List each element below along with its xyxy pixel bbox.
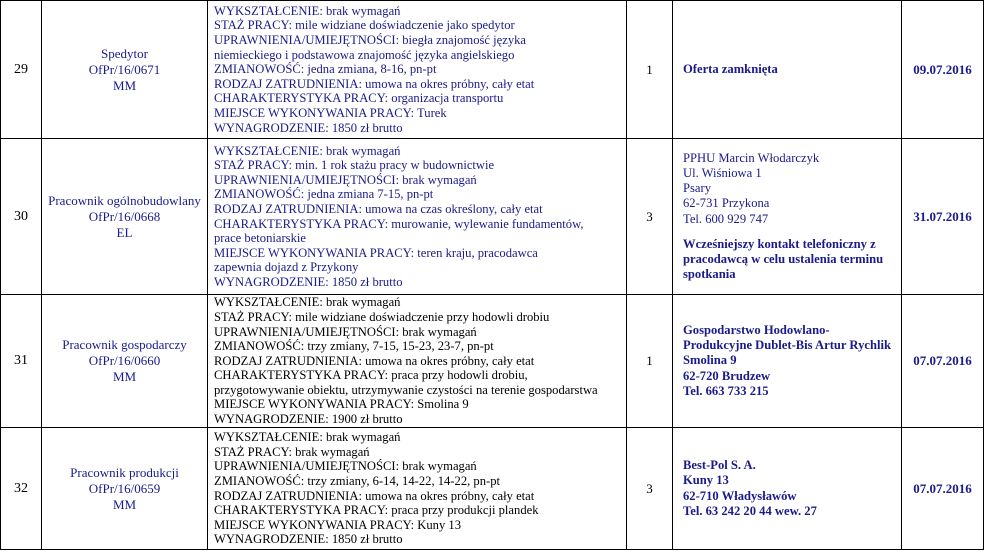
vacancy-count: 3 bbox=[627, 428, 673, 550]
position-title: Pracownik produkcji bbox=[70, 464, 179, 480]
position-title: Spedytor bbox=[101, 45, 148, 61]
expiry-date: 07.07.2016 bbox=[902, 295, 984, 428]
desc-line: CHARAKTERYSTYKA PRACY: organizacja transportu bbox=[214, 91, 504, 106]
expiry-date: 07.07.2016 bbox=[902, 428, 984, 550]
employer-cell bbox=[673, 139, 902, 295]
description-cell bbox=[208, 1, 627, 139]
desc-line: UPRAWNIENIA/UMIEJĘTNOŚCI: brak wymagań bbox=[214, 172, 477, 187]
desc-line: UPRAWNIENIA/UMIEJĘTNOŚCI: brak wymagań bbox=[214, 459, 477, 474]
desc-line: prace betoniarskie bbox=[214, 231, 306, 246]
desc-line: ZMIANOWOŚĆ: trzy zmiany, 7-15, 15-23, 23-7, pn-pt bbox=[214, 339, 494, 354]
table-row bbox=[1, 139, 984, 295]
desc-line: WYKSZTAŁCENIE: brak wymagań bbox=[214, 430, 401, 445]
desc-line: ZMIANOWOŚĆ: trzy zmiany, 6-14, 14-22, 14-22, pn-pt bbox=[214, 473, 500, 488]
employer-cell bbox=[673, 295, 902, 428]
table-row bbox=[1, 295, 984, 428]
desc-line: WYNAGRODZENIE: 1850 zł brutto bbox=[214, 274, 403, 289]
row-number: 29 bbox=[1, 1, 42, 139]
vacancy-count: 1 bbox=[627, 295, 673, 428]
position-title: Pracownik gospodarczy bbox=[62, 337, 187, 352]
desc-line: przygotowywanie obiektu, utrzymywanie czystości na terenie gospodarstwa bbox=[214, 382, 598, 397]
employer-postal: 62-720 Brudzew bbox=[683, 368, 771, 383]
desc-line: STAŻ PRACY: mile widziane doświadczenie jako spedytor bbox=[214, 18, 515, 33]
row-number: 31 bbox=[1, 295, 42, 428]
desc-line: STAŻ PRACY: brak wymagań bbox=[214, 444, 370, 459]
desc-line: WYNAGRODZENIE: 1850 zł brutto bbox=[214, 532, 403, 547]
employer-street: Smolina 9 bbox=[683, 353, 737, 368]
employer-phone: Tel. 600 929 747 bbox=[683, 211, 769, 226]
offer-code: OfPr/16/0668 bbox=[88, 208, 161, 224]
description-cell bbox=[208, 428, 627, 550]
desc-line: UPRAWNIENIA/UMIEJĘTNOŚCI: brak wymagań bbox=[214, 324, 477, 339]
table-row bbox=[1, 1, 984, 139]
employer-town: Psary bbox=[683, 181, 711, 196]
desc-line: UPRAWNIENIA/UMIEJĘTNOŚCI: biegła znajomość języka bbox=[214, 33, 527, 48]
desc-line: CHARAKTERYSTYKA PRACY: praca przy hodowli drobiu, bbox=[214, 368, 528, 383]
row-number: 30 bbox=[1, 139, 42, 295]
desc-line: WYNAGRODZENIE: 1900 zł brutto bbox=[214, 412, 403, 427]
position-title: Pracownik ogólnobudowlany bbox=[48, 192, 201, 208]
employer-name: Produkcyjne Dublet-Bis Artur Rychlik bbox=[683, 338, 891, 353]
desc-line: zapewnia dojazd z Przykony bbox=[214, 260, 359, 275]
desc-line: CHARAKTERYSTYKA PRACY: murowanie, wylewanie fundamentów, bbox=[214, 216, 584, 231]
consultant-code: MM bbox=[112, 496, 137, 512]
employer-cell bbox=[673, 428, 902, 550]
vacancy-count: 1 bbox=[627, 1, 673, 139]
desc-line: RODZAJ ZATRUDNIENIA: umowa na czas określony, cały etat bbox=[214, 201, 543, 216]
employer-postal: 62-710 Władysławów bbox=[683, 488, 797, 503]
employer-street: Ul. Wiśniowa 1 bbox=[683, 165, 762, 180]
position-cell bbox=[42, 1, 208, 139]
consultant-code: EL bbox=[116, 224, 133, 240]
position-cell bbox=[42, 139, 208, 295]
offer-code: OfPr/16/0671 bbox=[88, 61, 161, 77]
employer-cell bbox=[673, 1, 902, 139]
desc-line: MIEJSCE WYKONYWANIA PRACY: Turek bbox=[214, 105, 447, 120]
desc-line: RODZAJ ZATRUDNIENIA: umowa na okres próbny, cały etat bbox=[214, 353, 535, 368]
description-cell bbox=[208, 139, 627, 295]
desc-line: WYKSZTAŁCENIE: brak wymagań bbox=[214, 295, 401, 310]
desc-line: CHARAKTERYSTYKA PRACY: praca przy produkcji plandek bbox=[214, 503, 539, 518]
table-row bbox=[1, 428, 984, 550]
desc-line: RODZAJ ZATRUDNIENIA: umowa na okres próbny, cały etat bbox=[214, 488, 535, 503]
offer-code: OfPr/16/0659 bbox=[88, 480, 161, 496]
desc-line: MIEJSCE WYKONYWANIA PRACY: Kuny 13 bbox=[214, 517, 461, 532]
offer-code: OfPr/16/0660 bbox=[88, 353, 161, 368]
desc-line: WYKSZTAŁCENIE: brak wymagań bbox=[214, 3, 401, 18]
employer-name: Best-Pol S. A. bbox=[683, 458, 756, 473]
expiry-date: 09.07.2016 bbox=[902, 1, 984, 139]
row-number: 32 bbox=[1, 428, 42, 550]
employer-name: PPHU Marcin Włodarczyk bbox=[683, 150, 820, 165]
employer-postal: 62-731 Przykona bbox=[683, 196, 770, 211]
position-cell bbox=[42, 428, 208, 550]
employer-street: Kuny 13 bbox=[683, 473, 729, 488]
employer-note: Wcześniejszy kontakt telefoniczny z bbox=[683, 236, 876, 251]
desc-line: WYNAGRODZENIE: 1850 zł brutto bbox=[214, 120, 403, 135]
offer-status: Oferta zamknięta bbox=[683, 61, 778, 76]
employer-note: spotkania bbox=[683, 267, 736, 282]
employer-note: pracodawcą w celu ustalenia terminu bbox=[683, 251, 884, 266]
employer-name: Gospodarstwo Hodowlano- bbox=[683, 322, 830, 337]
desc-line: niemieckiego i podstawowa znajomość języka angielskiego bbox=[214, 47, 515, 62]
description-cell bbox=[208, 295, 627, 428]
desc-line: WYKSZTAŁCENIE: brak wymagań bbox=[214, 143, 401, 158]
desc-line: RODZAJ ZATRUDNIENIA: umowa na okres próbny, cały etat bbox=[214, 76, 535, 91]
consultant-code: MM bbox=[112, 77, 137, 93]
desc-line: STAŻ PRACY: min. 1 rok stażu pracy w budownictwie bbox=[214, 158, 495, 173]
desc-line: ZMIANOWOŚĆ: jedna zmiana 7-15, pn-pt bbox=[214, 187, 434, 202]
desc-line: ZMIANOWOŚĆ: jedna zmiana, 8-16, pn-pt bbox=[214, 62, 437, 77]
desc-line: MIEJSCE WYKONYWANIA PRACY: teren kraju, pracodawca bbox=[214, 245, 538, 260]
employer-phone: Tel. 63 242 20 44 wew. 27 bbox=[683, 503, 817, 518]
vacancy-count: 3 bbox=[627, 139, 673, 295]
consultant-code: MM bbox=[112, 369, 137, 384]
employer-phone: Tel. 663 733 215 bbox=[683, 383, 769, 398]
position-cell bbox=[42, 295, 208, 428]
desc-line: MIEJSCE WYKONYWANIA PRACY: Smolina 9 bbox=[214, 397, 469, 412]
desc-line: STAŻ PRACY: mile widziane doświadczenie przy hodowli drobiu bbox=[214, 309, 550, 324]
expiry-date: 31.07.2016 bbox=[902, 139, 984, 295]
